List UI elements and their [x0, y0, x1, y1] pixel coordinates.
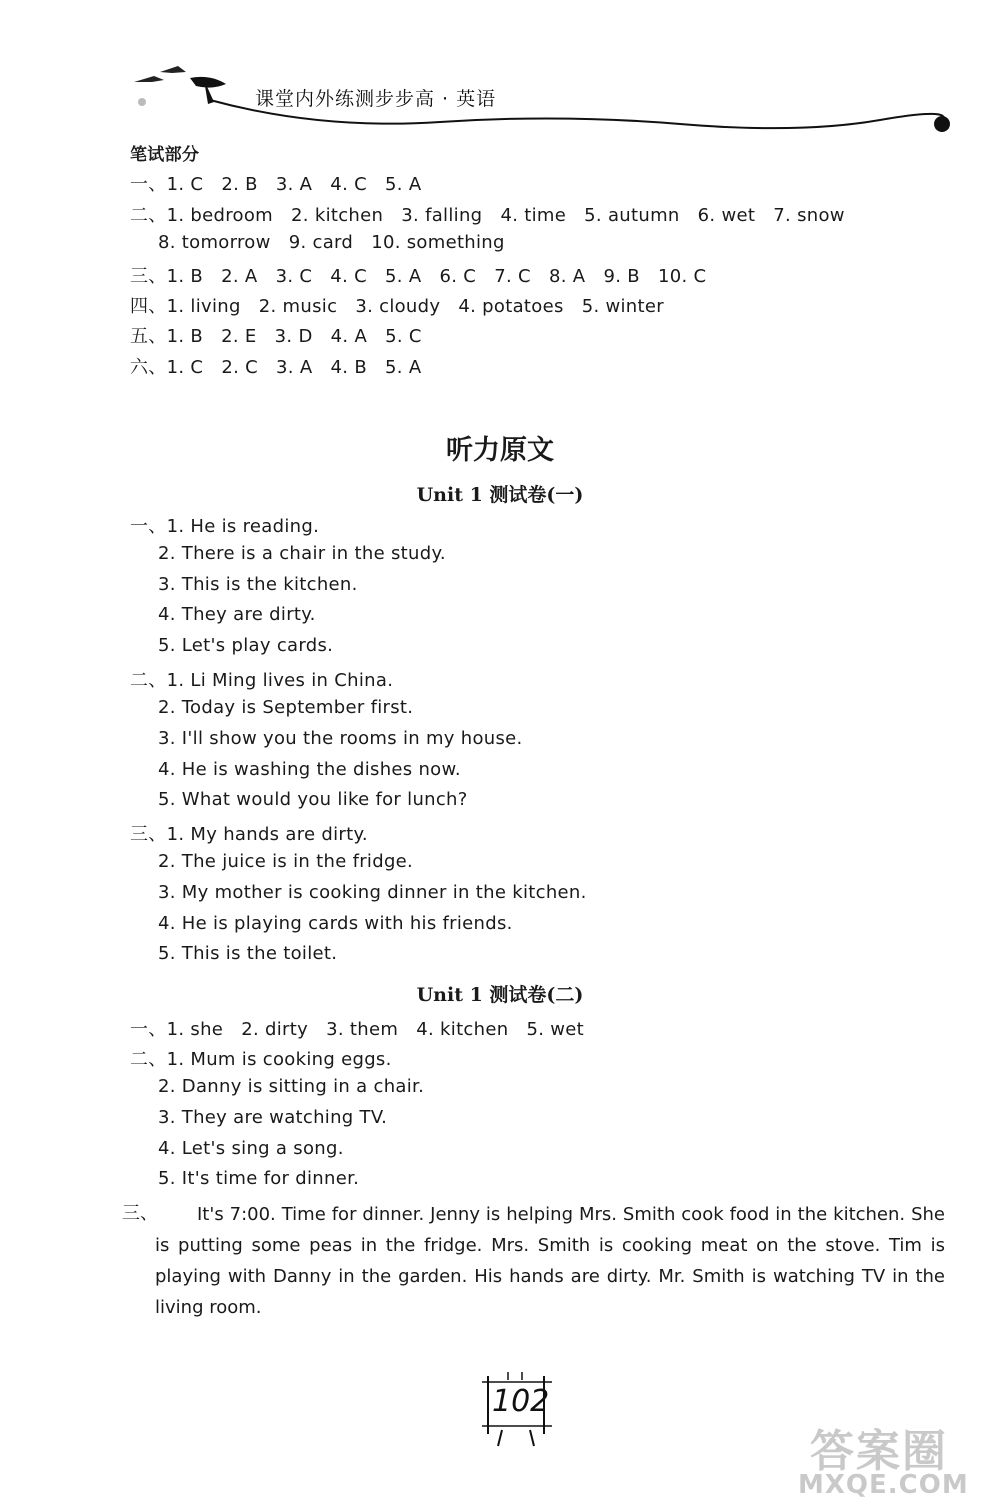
transcript-line: 5. Let's play cards. [158, 635, 334, 656]
watermark-url: MXQE.COM [798, 1470, 969, 1500]
transcript-line: 二、1. Mum is cooking eggs. [130, 1049, 392, 1070]
answer-line: 8. tomorrow 9. card 10. something [158, 232, 505, 253]
transcript-line: 4. He is playing cards with his friends. [158, 913, 513, 934]
answer-line: 五、1. B 2. E 3. D 4. A 5. C [130, 326, 422, 347]
unit1-test2-heading: Unit 1 测试卷(二) [416, 984, 584, 1006]
answer-line: 六、1. C 2. C 3. A 4. B 5. A [130, 357, 422, 378]
page-number [478, 1370, 556, 1450]
written-section-heading: 笔试部分 [130, 145, 200, 165]
watermark-text: 答案圈 [810, 1426, 948, 1477]
transcript-line: 5. This is the toilet. [158, 943, 338, 964]
transcript-line: 5. It's time for dinner. [158, 1168, 360, 1189]
transcript-line: 5. What would you like for lunch? [158, 789, 468, 810]
transcript-line: 3. My mother is cooking dinner in the kitchen. [158, 882, 587, 903]
transcript-line: 3. They are watching TV. [158, 1107, 388, 1128]
transcript-line: 4. He is washing the dishes now. [158, 759, 461, 780]
answer-line: 三、1. B 2. A 3. C 4. C 5. A 6. C 7. C 8. A 9. B 10. C [130, 266, 707, 287]
answer-line: 四、1. living 2. music 3. cloudy 4. potatoes 5. winter [130, 296, 664, 317]
transcript-line: 4. Let's sing a song. [158, 1138, 344, 1159]
answer-line: 二、1. bedroom 2. kitchen 3. falling 4. time 5. autumn 6. wet 7. snow [130, 205, 845, 226]
transcript-line: 3. This is the kitchen. [158, 574, 358, 595]
transcript-line: 一、1. He is reading. [130, 516, 320, 537]
answer-line: 一、1. C 2. B 3. A 4. C 5. A [130, 174, 422, 195]
transcript-line: 三、1. My hands are dirty. [130, 824, 368, 845]
transcript-line: 一、1. she 2. dirty 3. them 4. kitchen 5. wet [130, 1019, 585, 1040]
transcript-line: 2. There is a chair in the study. [158, 543, 446, 564]
transcript-line: 3. I'll show you the rooms in my house. [158, 728, 523, 749]
transcript-line: 2. The juice is in the fridge. [158, 851, 414, 872]
page-header [120, 60, 960, 140]
unit1-test1-heading: Unit 1 测试卷(一) [416, 484, 584, 506]
page-number-text: 102 [492, 1384, 550, 1419]
paragraph-label: 三、 [122, 1203, 158, 1224]
transcript-line: 2. Today is September first. [158, 697, 414, 718]
listening-title: 听力原文 [446, 435, 554, 466]
header-decoration-icon [120, 60, 960, 140]
watermark [790, 1410, 980, 1505]
transcript-line: 2. Danny is sitting in a chair. [158, 1076, 425, 1097]
header-title: 课堂内外练测步步高 · 英语 [255, 88, 497, 110]
transcript-line: 二、1. Li Ming lives in China. [130, 670, 394, 691]
transcript-line: 4. They are dirty. [158, 604, 316, 625]
transcript-paragraph: It's 7:00. Time for dinner. Jenny is helping Mrs. Smith cook food in the kitchen. She is putting some peas in the fridge. Mrs. Smith is cooking meat on the stove. Tim is playing with Danny in the garden. His hands are dirty. Mr. Smith is watching TV in the living room. [155, 1204, 945, 1318]
